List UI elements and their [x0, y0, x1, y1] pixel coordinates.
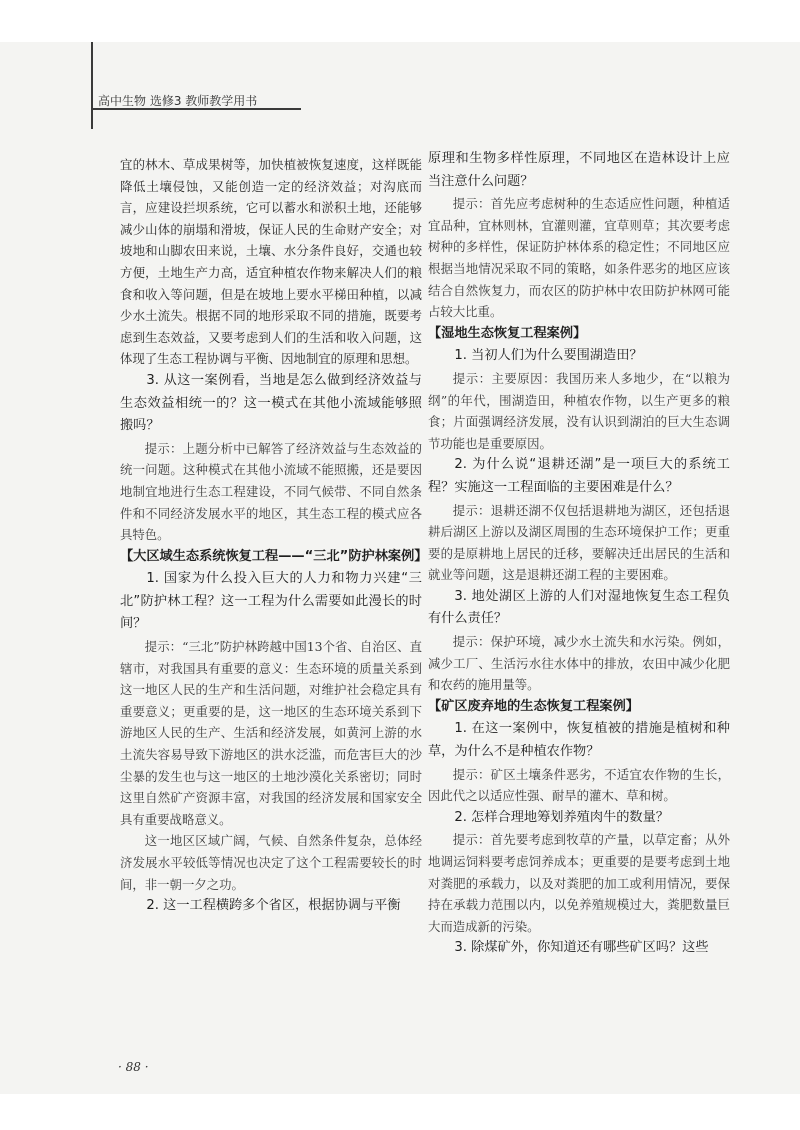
running-header: 高中生物 选修3 教师教学用书	[98, 94, 258, 108]
question-continued: 原理和生物多样性原理，不同地区在造林设计上应当注意什么问题？	[428, 151, 730, 189]
hint-paragraph: 提示：首先应考虑树种的生态适应性问题，种植适宜品种，宜林则林，宜灌则灌，宜草则草；其次要考虑树种的多样性，保证防护林体系的稳定性；不同地区应根据当地情况采取不同的策略，如条件恶劣的地区应该结合自然恢复力，而农区的防护林中农田防护林网可能占较大比重。	[428, 196, 730, 320]
question: 3. 地处湖区上游的人们对湿地恢复生态工程负有什么责任？	[428, 588, 730, 627]
question: 1. 在这一案例中，恢复植被的措施是植树和种草，为什么不是种植农作物？	[428, 721, 730, 760]
hint-paragraph: 提示：退耕还湖不仅包括退耕地为湖区，还包括退耕后湖区上游以及湖区周围的生态环境保护工作；更重要的是原耕地上居民的迁移，要解决迁出居民的生活和就业等问题，这是退耕还湖工程的主要困难。	[428, 502, 730, 583]
question: 2. 为什么说“退耕还湖”是一项巨大的系统工程？实施这一工程面临的主要困难是什么？	[428, 457, 730, 495]
page-number: · 88 ·	[118, 1060, 149, 1074]
question: 3. 除煤矿外，你知道还有哪些矿区吗？这些	[454, 940, 709, 956]
hint-paragraph: 提示：主要原因：我国历来人多地少，在“以粮为纲”的年代，围湖造田，种植农作物，以生产更多的粮食；片面强调经济发展，没有认识到湖泊的巨大生态调节功能也是重要原因。	[428, 370, 730, 451]
question: 2. 这一工程横跨多个省区，根据协调与平衡	[146, 898, 401, 914]
section-heading: 【矿区废弃地的生态恢复工程案例】	[428, 698, 639, 714]
right-column	[428, 148, 730, 960]
question: 1. 当初人们为什么要围湖造田？	[454, 348, 643, 364]
hint-paragraph: 提示：首先要考虑到牧草的产量，以草定畜；从外地调运饲料要考虑饲养成本；更重要的是要考虑到土地对粪肥的承载力，以及对粪肥的加工或利用情况，要保持在承载力范围以内，以免养殖规模过大，粪肥数量巨大而造成新的污染。	[428, 832, 730, 934]
hint-paragraph: 这一地区区域广阔，气候、自然条件复杂，总体经济发展水平较低等情况也决定了这个工程需要较长的时间，非一朝一夕之功。	[120, 833, 422, 892]
hint-paragraph: 提示：矿区土壤条件恶劣，不适宜农作物的生长，因此代之以适应性强、耐旱的灌木、草和树。	[428, 766, 730, 804]
header-vertical-rule	[91, 42, 93, 129]
question: 3. 从这一案例看，当地是怎么做到经济效益与生态效益相统一的？这一模式在其他小流域能够照搬吗？	[120, 372, 422, 434]
hint-paragraph: 提示：“三北”防护林跨越中国13个省、自治区、直辖市，对我国具有重要的意义：生态环境的质量关系到这一地区人民的生产和生活问题，对维护社会稳定具有重要意义；更重要的是，这一地区的生态环境关系到下游地区人民的生产、生活和经济发展，如黄河上游的水土流失容易导致下游地区的洪水泛滥，而危害巨大的沙尘暴的发生也与这一地区的土地沙漠化关系密切；同时这里自然矿产资源丰富，对我国的经济发展和国家安全具有重要战略意义。	[120, 639, 422, 827]
section-heading: 【湿地生态恢复工程案例】	[428, 325, 587, 341]
left-column	[120, 154, 428, 918]
question: 2. 怎样合理地筹划养殖肉牛的数量？	[454, 809, 669, 825]
section-heading: 【大区域生态系统恢复工程——“三北”防护林案例】	[120, 548, 428, 564]
paragraph-continued: 宜的林木、草成果树等，加快植被恢复速度，这样既能降低土壤侵蚀，又能创造一定的经济效益；对沟底而言，应建设拦坝系统，它可以蓄水和淤积土地，还能够减少山体的崩塌和滑坡，保证人民的生命财产安全；对坡地和山脚农田来说，土壤、水分条件良好，交通也较方便，土地生产力高，适宜种植农作物来解决人们的粮食和收入等问题，但是在坡地上要水平梯田种植，以减少水土流失。根据不同的地形采取不同的措施，既要考虑到生态效益，又要考虑到人们的生活和收入问题，这体现了生态工程协调与平衡、因地制宜的原理和思想。	[120, 157, 422, 367]
hint-paragraph: 提示：保护环境，减少水土流失和水污染。例如，减少工厂、生活污水往水体中的排放，农田中减少化肥和农药的施用量等。	[428, 634, 730, 693]
question: 1. 国家为什么投入巨大的人力和物力兴建“三北”防护林工程？这一工程为什么需要如此漫长的时间？	[120, 571, 422, 632]
book-page	[0, 42, 800, 1094]
hint-paragraph: 提示：上题分析中已解答了经济效益与生态效益的统一问题。这种模式在其他小流域不能照搬，还是要因地制宜地进行生态工程建设，不同气候带、不同自然条件和不同经济发展水平的地区，其生态工程的模式应各具特色。	[120, 440, 422, 543]
